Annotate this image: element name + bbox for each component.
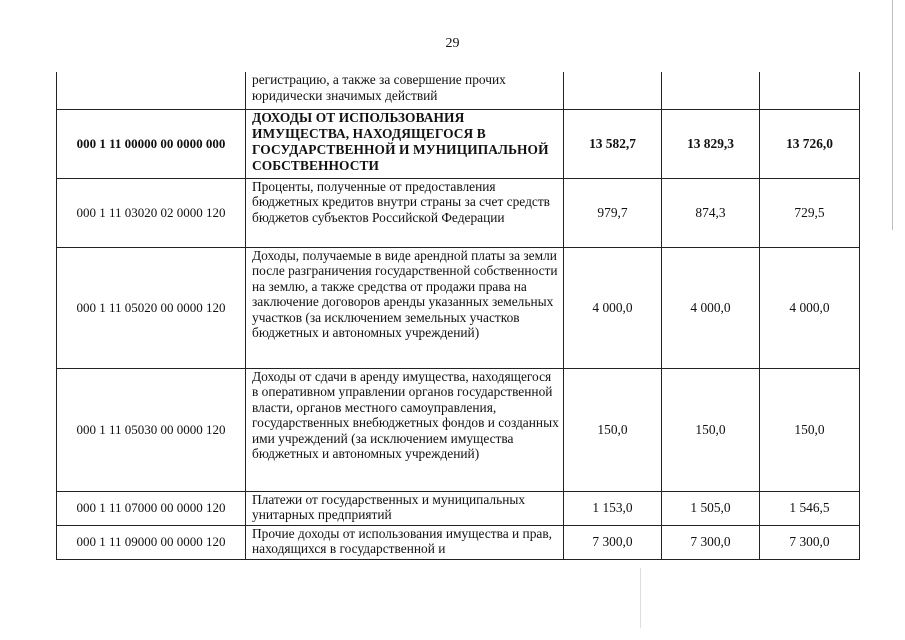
value-cell-year3: 4 000,0 bbox=[760, 247, 860, 368]
value-cell-year2: 4 000,0 bbox=[662, 247, 760, 368]
page-number: 29 bbox=[445, 36, 460, 51]
budget-code-cell: 000 1 11 09000 00 0000 120 bbox=[57, 525, 246, 559]
value-cell-year3 bbox=[760, 72, 860, 109]
value-cell-year1: 1 153,0 bbox=[564, 491, 662, 525]
revenue-name-cell: Доходы от сдачи в аренду имущества, находящегося в оперативном управлении органов государственной власти, органов местного самоуправления, государственных внебюджетных фондов и созданных ими учреждений (за исключением имущества бюджетных и автономных учреждений) bbox=[246, 368, 564, 491]
value-cell-year2: 1 505,0 bbox=[662, 491, 760, 525]
budget-revenue-table bbox=[56, 72, 860, 560]
value-cell-year3: 150,0 bbox=[760, 368, 860, 491]
value-cell-year3: 13 726,0 bbox=[760, 109, 860, 178]
table-row bbox=[57, 178, 860, 247]
revenue-name-cell: Проценты, полученные от предоставления бюджетных кредитов внутри страны за счет средств бюджетов субъектов Российской Федерации bbox=[246, 178, 564, 247]
budget-code-cell bbox=[57, 72, 246, 109]
value-cell-year2: 874,3 bbox=[662, 178, 760, 247]
budget-code-cell: 000 1 11 00000 00 0000 000 bbox=[57, 109, 246, 178]
value-cell-year2 bbox=[662, 72, 760, 109]
table-row bbox=[57, 491, 860, 525]
budget-code-cell: 000 1 11 03020 02 0000 120 bbox=[57, 178, 246, 247]
revenue-name-cell: Доходы, получаемые в виде арендной платы за земли после разграничения государственной собственности на землю, а также средства от продажи права на заключение договоров аренды указанных земельных участков (за исключением земельных участков бюджетных и автономных учреждений) bbox=[246, 247, 564, 368]
value-cell-year2: 150,0 bbox=[662, 368, 760, 491]
budget-code-cell: 000 1 11 05020 00 0000 120 bbox=[57, 247, 246, 368]
scan-artifact-line bbox=[640, 568, 641, 628]
value-cell-year1: 4 000,0 bbox=[564, 247, 662, 368]
value-cell-year2: 13 829,3 bbox=[662, 109, 760, 178]
value-cell-year3: 729,5 bbox=[760, 178, 860, 247]
value-cell-year1: 13 582,7 bbox=[564, 109, 662, 178]
value-cell-year1: 7 300,0 bbox=[564, 525, 662, 559]
value-cell-year1 bbox=[564, 72, 662, 109]
value-cell-year3: 1 546,5 bbox=[760, 491, 860, 525]
value-cell-year1: 979,7 bbox=[564, 178, 662, 247]
revenue-name-cell: Прочие доходы от использования имущества и прав, находящихся в государственной и bbox=[246, 525, 564, 559]
table-row bbox=[57, 72, 860, 109]
budget-code-cell: 000 1 11 05030 00 0000 120 bbox=[57, 368, 246, 491]
budget-code-cell: 000 1 11 07000 00 0000 120 bbox=[57, 491, 246, 525]
scan-artifact-line bbox=[892, 0, 893, 230]
table-row bbox=[57, 368, 860, 491]
revenue-name-cell: Платежи от государственных и муниципальных унитарных предприятий bbox=[246, 491, 564, 525]
revenue-name-cell: ДОХОДЫ ОТ ИСПОЛЬЗОВАНИЯ ИМУЩЕСТВА, НАХОДЯЩЕГОСЯ В ГОСУДАРСТВЕННОЙ И МУНИЦИПАЛЬНОЙ СОБСТВЕННОСТИ bbox=[246, 109, 564, 178]
table-row bbox=[57, 109, 860, 178]
value-cell-year3: 7 300,0 bbox=[760, 525, 860, 559]
revenue-name-cell: регистрацию, а также за совершение прочих юридически значимых действий bbox=[246, 72, 564, 109]
table-row bbox=[57, 247, 860, 368]
value-cell-year1: 150,0 bbox=[564, 368, 662, 491]
table-row bbox=[57, 525, 860, 559]
value-cell-year2: 7 300,0 bbox=[662, 525, 760, 559]
